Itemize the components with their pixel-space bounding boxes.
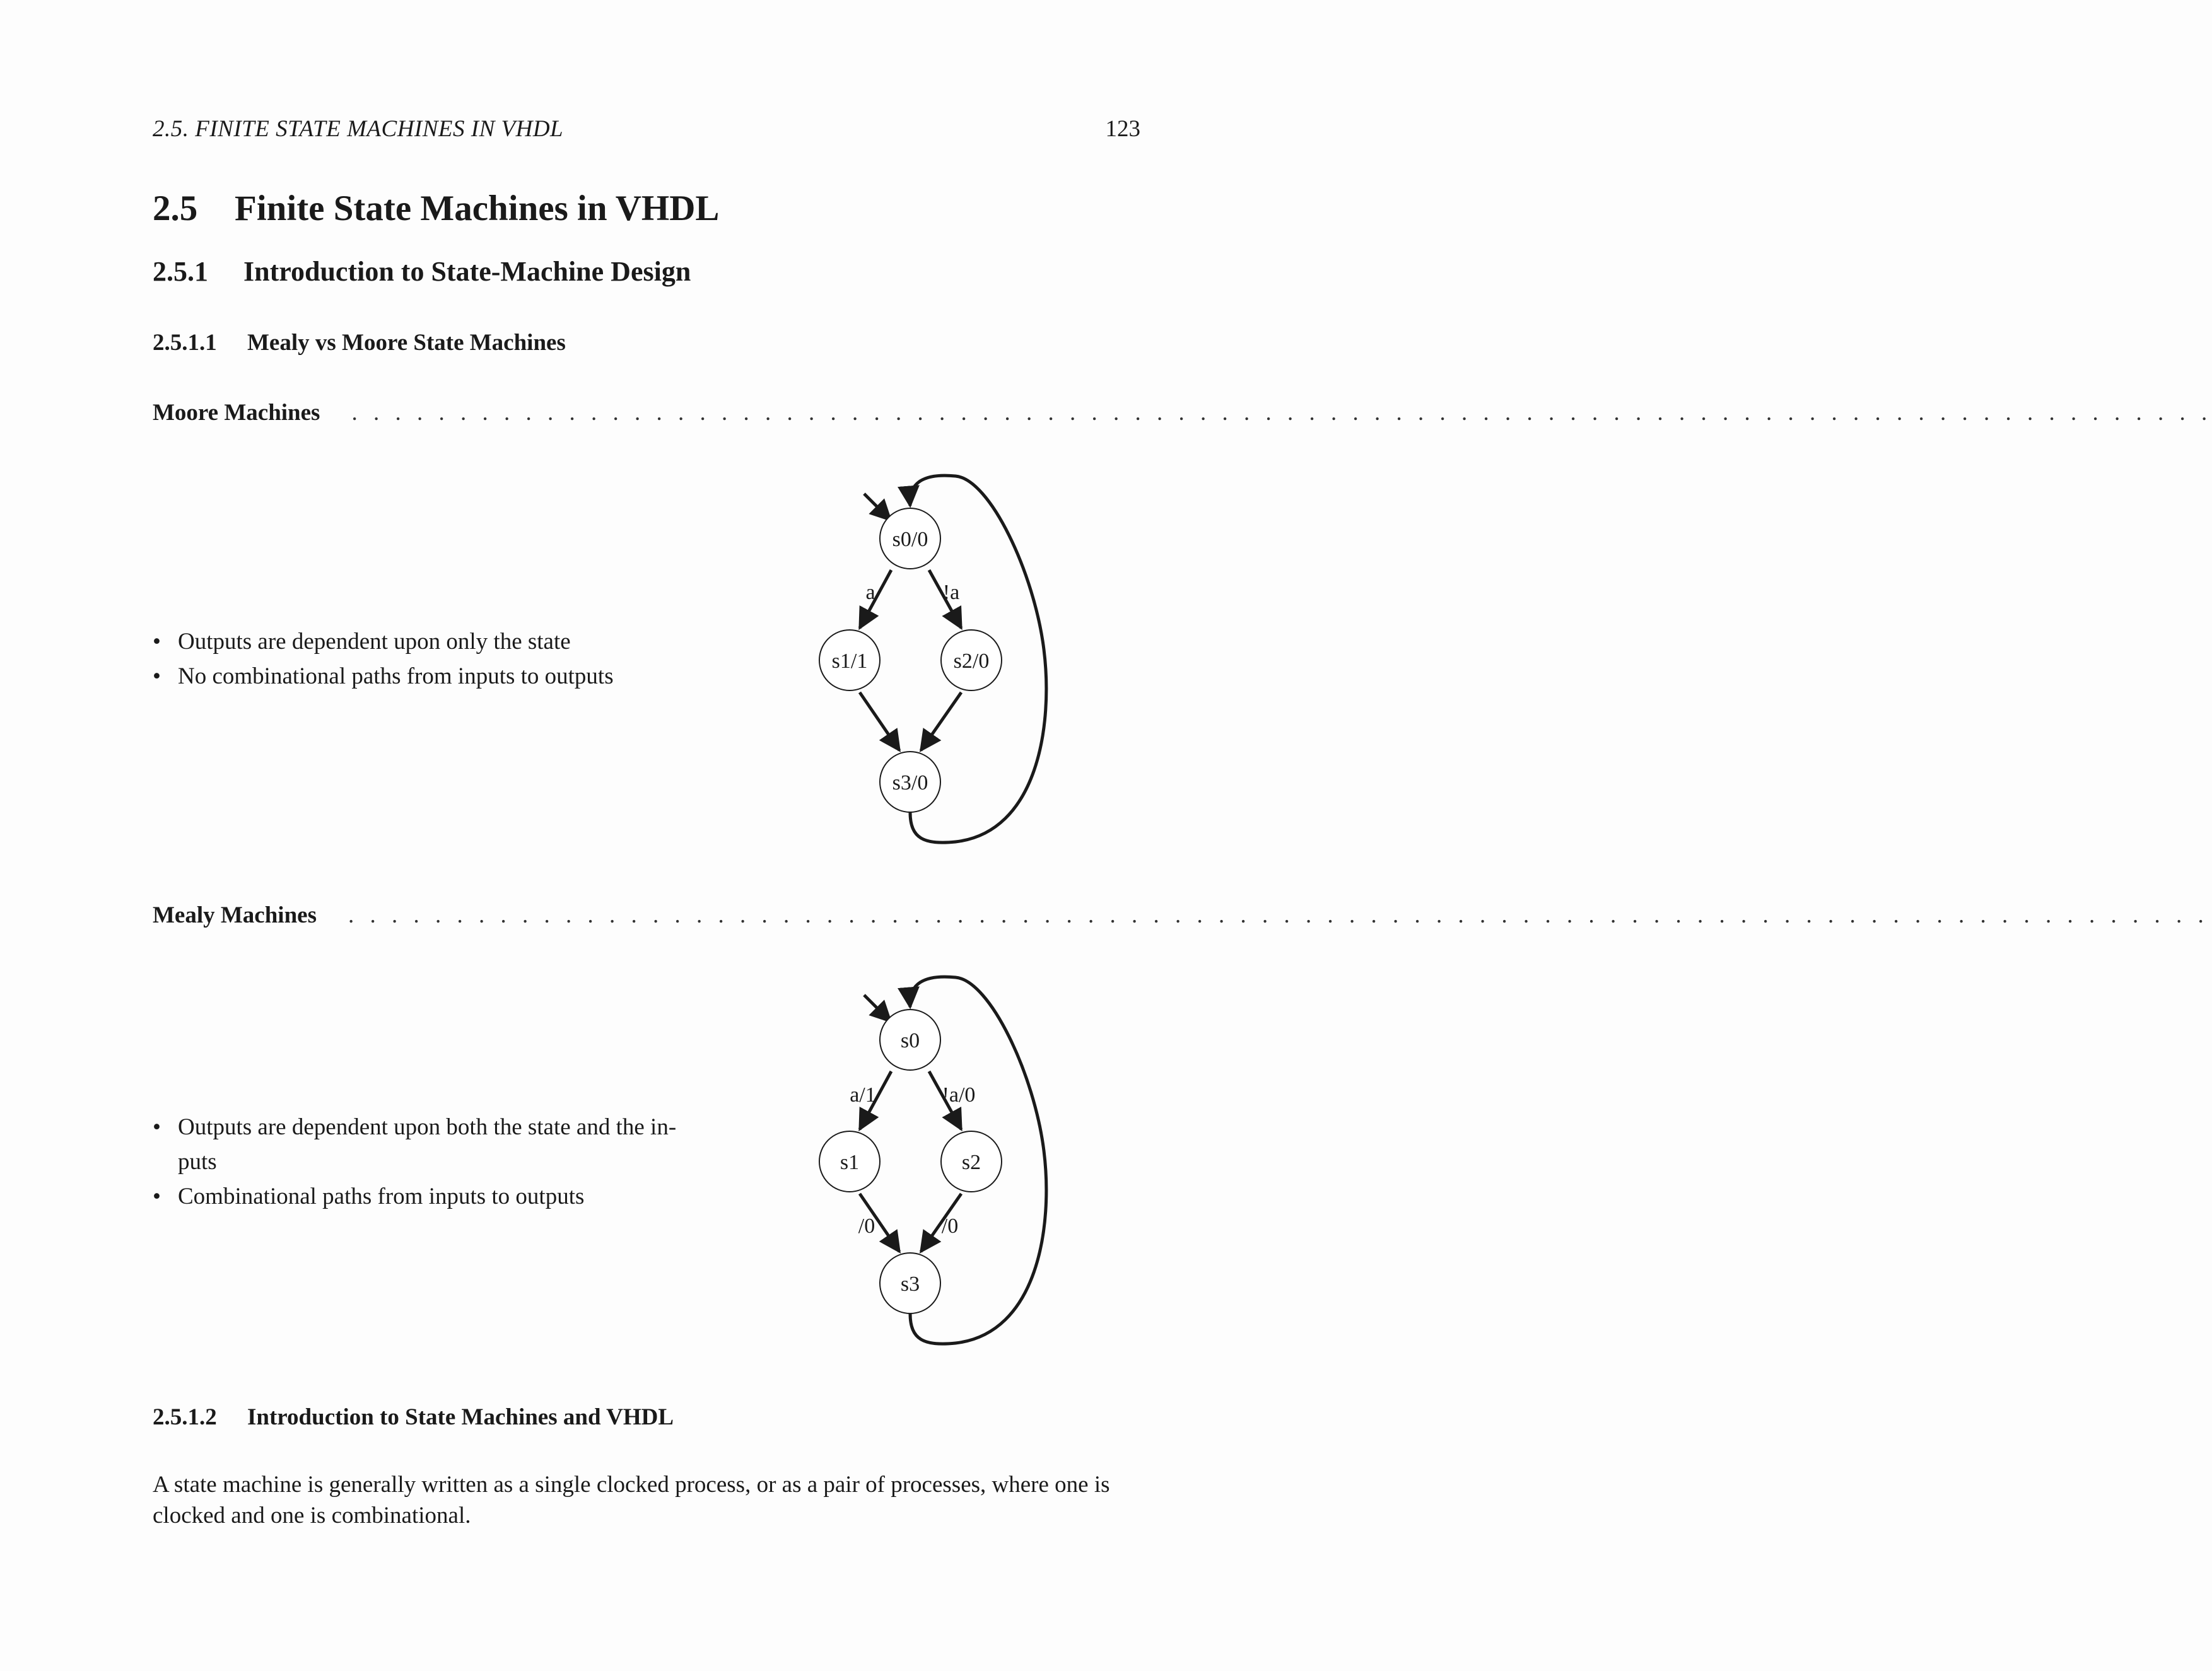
mealy-edge-label-not-a-0: !a/0 — [942, 1083, 976, 1107]
moore-edge-label-a: a — [865, 581, 875, 604]
section-number: 2.5 — [153, 189, 198, 228]
moore-heading — [153, 399, 2212, 426]
mealy-state-s3-label: s3 — [900, 1272, 920, 1296]
mealy-edge-label-s2-s3: /0 — [941, 1214, 959, 1238]
moore-edge-s1-s3 — [860, 692, 899, 750]
mealy-edge-label-a-1: a/1 — [850, 1083, 876, 1107]
subsubsection-heading-2 — [153, 1404, 674, 1431]
subsubsection-number-2: 2.5.1.2 — [153, 1404, 217, 1430]
mealy-bullet-2: • Combinational paths from inputs to outputs — [153, 1179, 736, 1214]
mealy-state-diagram — [788, 962, 1072, 1353]
mealy-entry-arrow — [864, 995, 891, 1022]
moore-edge-label-not-a: !a — [942, 581, 960, 604]
subsubsection-number-1: 2.5.1.1 — [153, 330, 217, 356]
mealy-bullet-1: • Outputs are dependent upon both the state and the in- puts — [153, 1110, 736, 1179]
moore-state-s3-label: s3/0 — [892, 771, 928, 795]
mealy-state-s2-label: s2 — [961, 1151, 981, 1174]
subsubsection-heading-1 — [153, 329, 566, 356]
moore-heading-leader: . . . . . . . . . . . . . . . . . . . . . . . . . . . . . . . . . . . . . . . . . . . . . . . . . . . . . . . . . . . . . . . . . . . . . . . . . . . . . . . . . . . . . . — [351, 400, 2212, 426]
moore-heading-text: Moore Machines — [153, 400, 320, 426]
moore-entry-arrow — [864, 494, 891, 520]
moore-bullet-2: • No combinational paths from inputs to outputs — [153, 659, 746, 694]
subsubsection-title-2: Introduction to State Machines and VHDL — [247, 1404, 674, 1430]
mealy-heading-text: Mealy Machines — [153, 902, 317, 928]
body-paragraph: A state machine is generally written as a single clocked process, or as a pair of processes, where one is clocked and one is combinational. — [153, 1472, 1110, 1528]
subsection-number: 2.5.1 — [153, 256, 208, 287]
moore-state-diagram — [788, 460, 1072, 851]
running-title: 2.5. FINITE STATE MACHINES IN VHDL — [153, 116, 564, 142]
moore-state-s1-label: s1/1 — [831, 649, 868, 673]
moore-state-s0-label: s0/0 — [892, 528, 928, 551]
moore-bullet-list — [153, 624, 746, 694]
mealy-heading-leader: . . . . . . . . . . . . . . . . . . . . . . . . . . . . . . . . . . . . . . . . . . . . . . . . . . . . . . . . . . . . . . . . . . . . . . . . . . . . . . . . . . . . . . — [348, 902, 2209, 928]
section-title: Finite State Machines in VHDL — [235, 189, 720, 228]
subsection-title: Introduction to State-Machine Design — [243, 256, 691, 287]
moore-state-s2-label: s2/0 — [953, 649, 990, 673]
subsubsection-title-1: Mealy vs Moore State Machines — [247, 330, 566, 356]
section-heading — [153, 188, 719, 229]
mealy-edge-label-s1-s3: /0 — [858, 1214, 875, 1238]
mealy-state-s1-label: s1 — [840, 1151, 860, 1174]
mealy-state-s0-label: s0 — [900, 1029, 920, 1052]
moore-edge-s0-s1 — [860, 570, 891, 628]
mealy-heading — [153, 902, 2209, 929]
moore-edge-s2-s3 — [921, 692, 961, 750]
page-number: 123 — [1105, 116, 1140, 142]
subsection-heading — [153, 255, 691, 288]
mealy-bullet-list — [153, 1110, 736, 1214]
moore-bullet-1: • Outputs are dependent upon only the state — [153, 624, 746, 659]
